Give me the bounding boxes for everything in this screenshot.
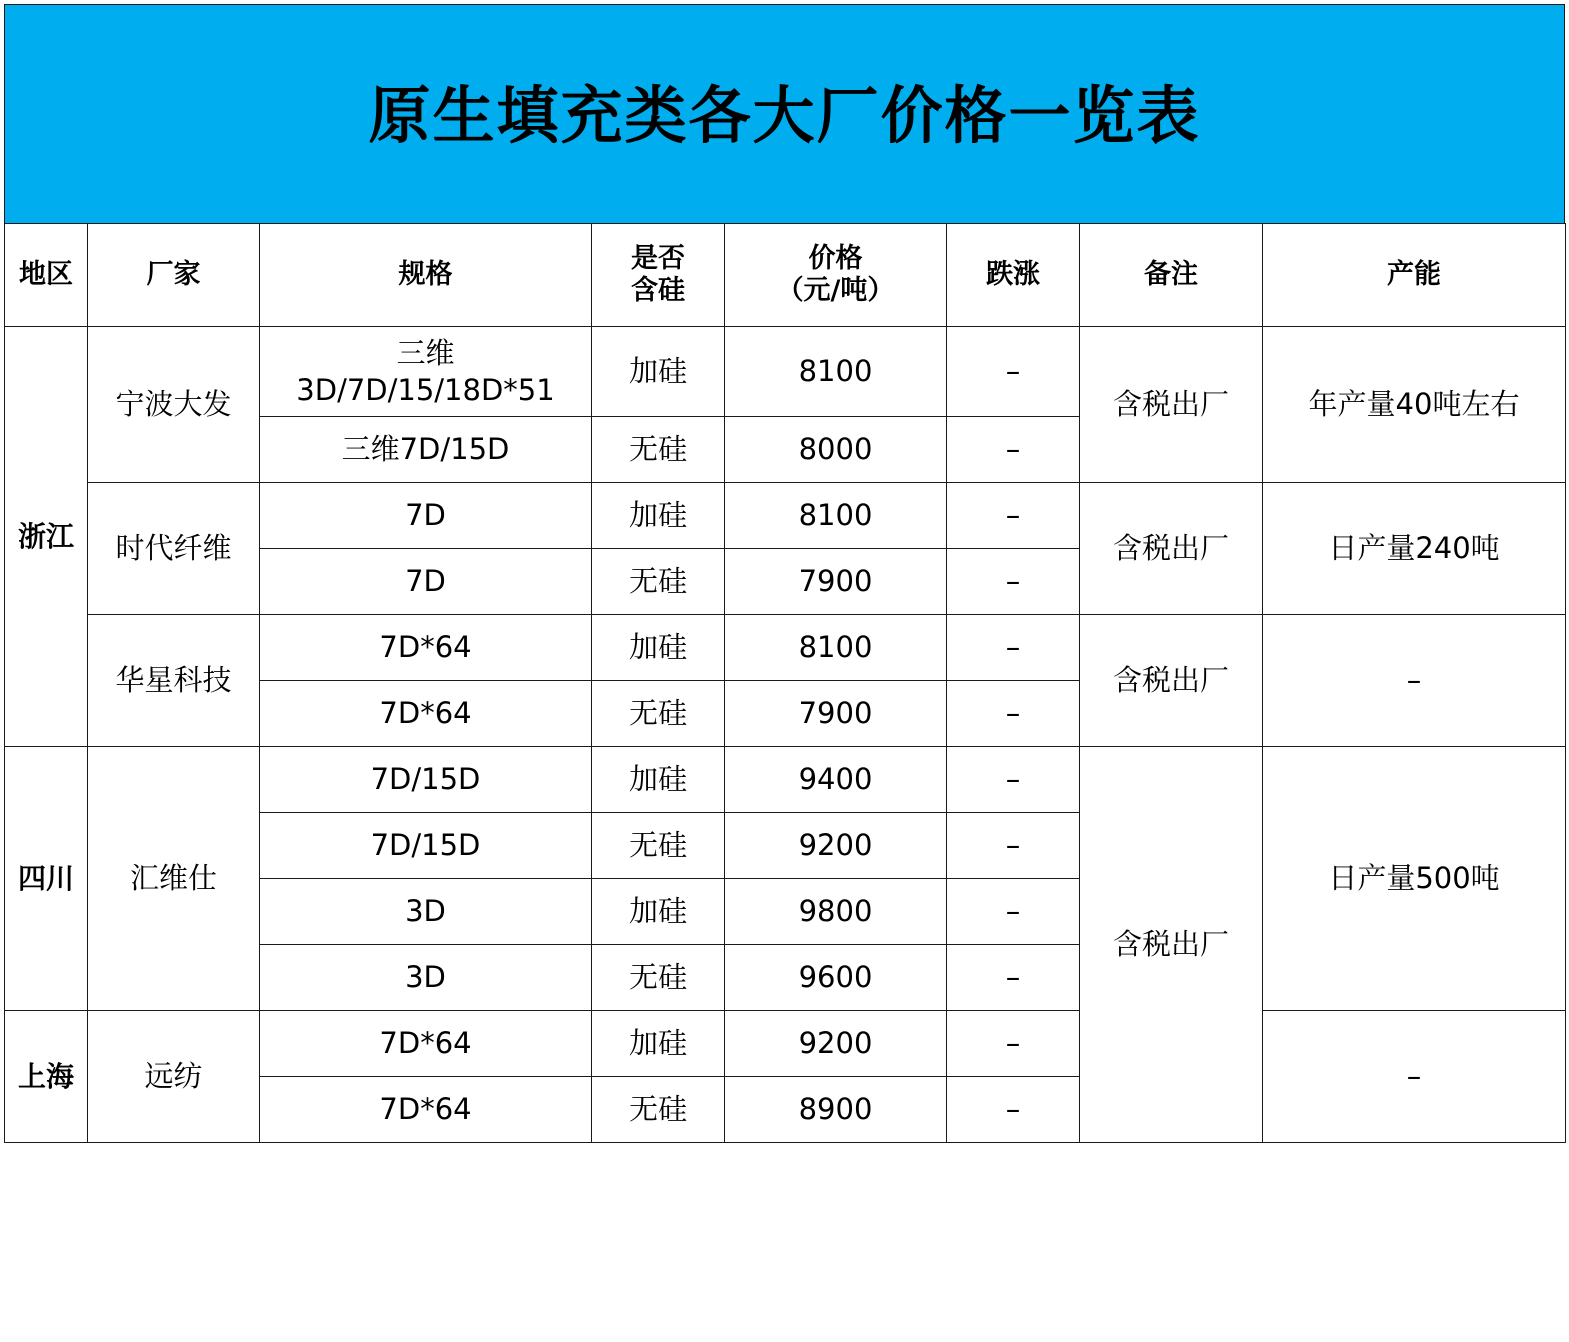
factory-cell: 时代纤维: [88, 483, 260, 615]
header-price-line2: （元/吨）: [776, 275, 895, 306]
capacity-cell: 年产量40吨左右: [1263, 327, 1566, 483]
silicon-cell: 加硅: [592, 1011, 725, 1077]
change-cell: –: [947, 945, 1080, 1011]
region-cell: 四川: [5, 747, 88, 1011]
factory-cell: 华星科技: [88, 615, 260, 747]
header-price-line1: 价格: [808, 242, 863, 274]
change-cell: –: [947, 747, 1080, 813]
silicon-cell: 无硅: [592, 417, 725, 483]
table-row: [5, 327, 1566, 417]
price-cell: 8100: [725, 483, 947, 549]
spec-cell: 3D: [260, 945, 592, 1011]
remark-cell: 含税出厂: [1080, 747, 1263, 1143]
change-cell: –: [947, 879, 1080, 945]
header-silicon-line2: 含硅: [631, 275, 685, 306]
silicon-cell: 无硅: [592, 549, 725, 615]
spec-cell: 7D/15D: [260, 813, 592, 879]
price-cell: 7900: [725, 549, 947, 615]
silicon-cell: 无硅: [592, 681, 725, 747]
region-cell: 浙江: [5, 327, 88, 747]
table-row: [5, 483, 1566, 549]
capacity-cell: –: [1263, 1011, 1566, 1143]
header-spec: 规格: [260, 224, 592, 327]
silicon-cell: 加硅: [592, 483, 725, 549]
change-cell: –: [947, 483, 1080, 549]
change-cell: –: [947, 1011, 1080, 1077]
price-cell: 9400: [725, 747, 947, 813]
spec-line2: 3D/7D/15/18D*51: [296, 372, 555, 407]
silicon-cell: 加硅: [592, 747, 725, 813]
spec-cell: 三维7D/15D: [260, 417, 592, 483]
header-silicon-line1: 是否: [631, 242, 685, 274]
spec-cell: 7D/15D: [260, 747, 592, 813]
price-sheet: [4, 4, 1565, 1143]
price-cell: 7900: [725, 681, 947, 747]
price-cell: 9200: [725, 1011, 947, 1077]
change-cell: –: [947, 1077, 1080, 1143]
title-bar: [4, 4, 1565, 223]
price-cell: 9800: [725, 879, 947, 945]
silicon-cell: 加硅: [592, 615, 725, 681]
spec-cell: 3D: [260, 879, 592, 945]
change-cell: –: [947, 681, 1080, 747]
header-row: [5, 224, 1566, 327]
spec-cell: 7D: [260, 483, 592, 549]
price-cell: 8000: [725, 417, 947, 483]
silicon-cell: 加硅: [592, 879, 725, 945]
spec-line1: 三维: [396, 336, 455, 371]
price-table: [4, 223, 1566, 1143]
price-cell: 8900: [725, 1077, 947, 1143]
spec-cell: 7D*64: [260, 1011, 592, 1077]
remark-cell: 含税出厂: [1080, 615, 1263, 747]
silicon-cell: 无硅: [592, 945, 725, 1011]
change-cell: –: [947, 615, 1080, 681]
header-remark: 备注: [1080, 224, 1263, 327]
header-change: 跌涨: [947, 224, 1080, 327]
change-cell: –: [947, 417, 1080, 483]
spec-cell: 7D*64: [260, 615, 592, 681]
factory-cell: 远纺: [88, 1011, 260, 1143]
table-row: [5, 747, 1566, 813]
price-cell: 8100: [725, 615, 947, 681]
remark-cell: 含税出厂: [1080, 327, 1263, 483]
region-cell: 上海: [5, 1011, 88, 1143]
factory-cell: 汇维仕: [88, 747, 260, 1011]
table-row: [5, 1011, 1566, 1077]
capacity-cell: –: [1263, 615, 1566, 747]
capacity-cell: 日产量500吨: [1263, 747, 1566, 1011]
change-cell: –: [947, 549, 1080, 615]
capacity-cell: 日产量240吨: [1263, 483, 1566, 615]
spec-cell: 7D*64: [260, 1077, 592, 1143]
page-title: 原生填充类各大厂价格一览表: [368, 78, 1201, 152]
header-factory: 厂家: [88, 224, 260, 327]
spec-cell: 7D*64: [260, 681, 592, 747]
header-price: [725, 224, 947, 327]
header-region: 地区: [5, 224, 88, 327]
factory-cell: 宁波大发: [88, 327, 260, 483]
price-cell: 9200: [725, 813, 947, 879]
change-cell: –: [947, 813, 1080, 879]
silicon-cell: 无硅: [592, 813, 725, 879]
price-cell: 9600: [725, 945, 947, 1011]
change-cell: –: [947, 327, 1080, 417]
spec-cell: [260, 327, 592, 417]
silicon-cell: 加硅: [592, 327, 725, 417]
silicon-cell: 无硅: [592, 1077, 725, 1143]
remark-cell: 含税出厂: [1080, 483, 1263, 615]
table-row: [5, 615, 1566, 681]
header-capacity: 产能: [1263, 224, 1566, 327]
price-cell: 8100: [725, 327, 947, 417]
header-silicon: [592, 224, 725, 327]
spec-cell: 7D: [260, 549, 592, 615]
